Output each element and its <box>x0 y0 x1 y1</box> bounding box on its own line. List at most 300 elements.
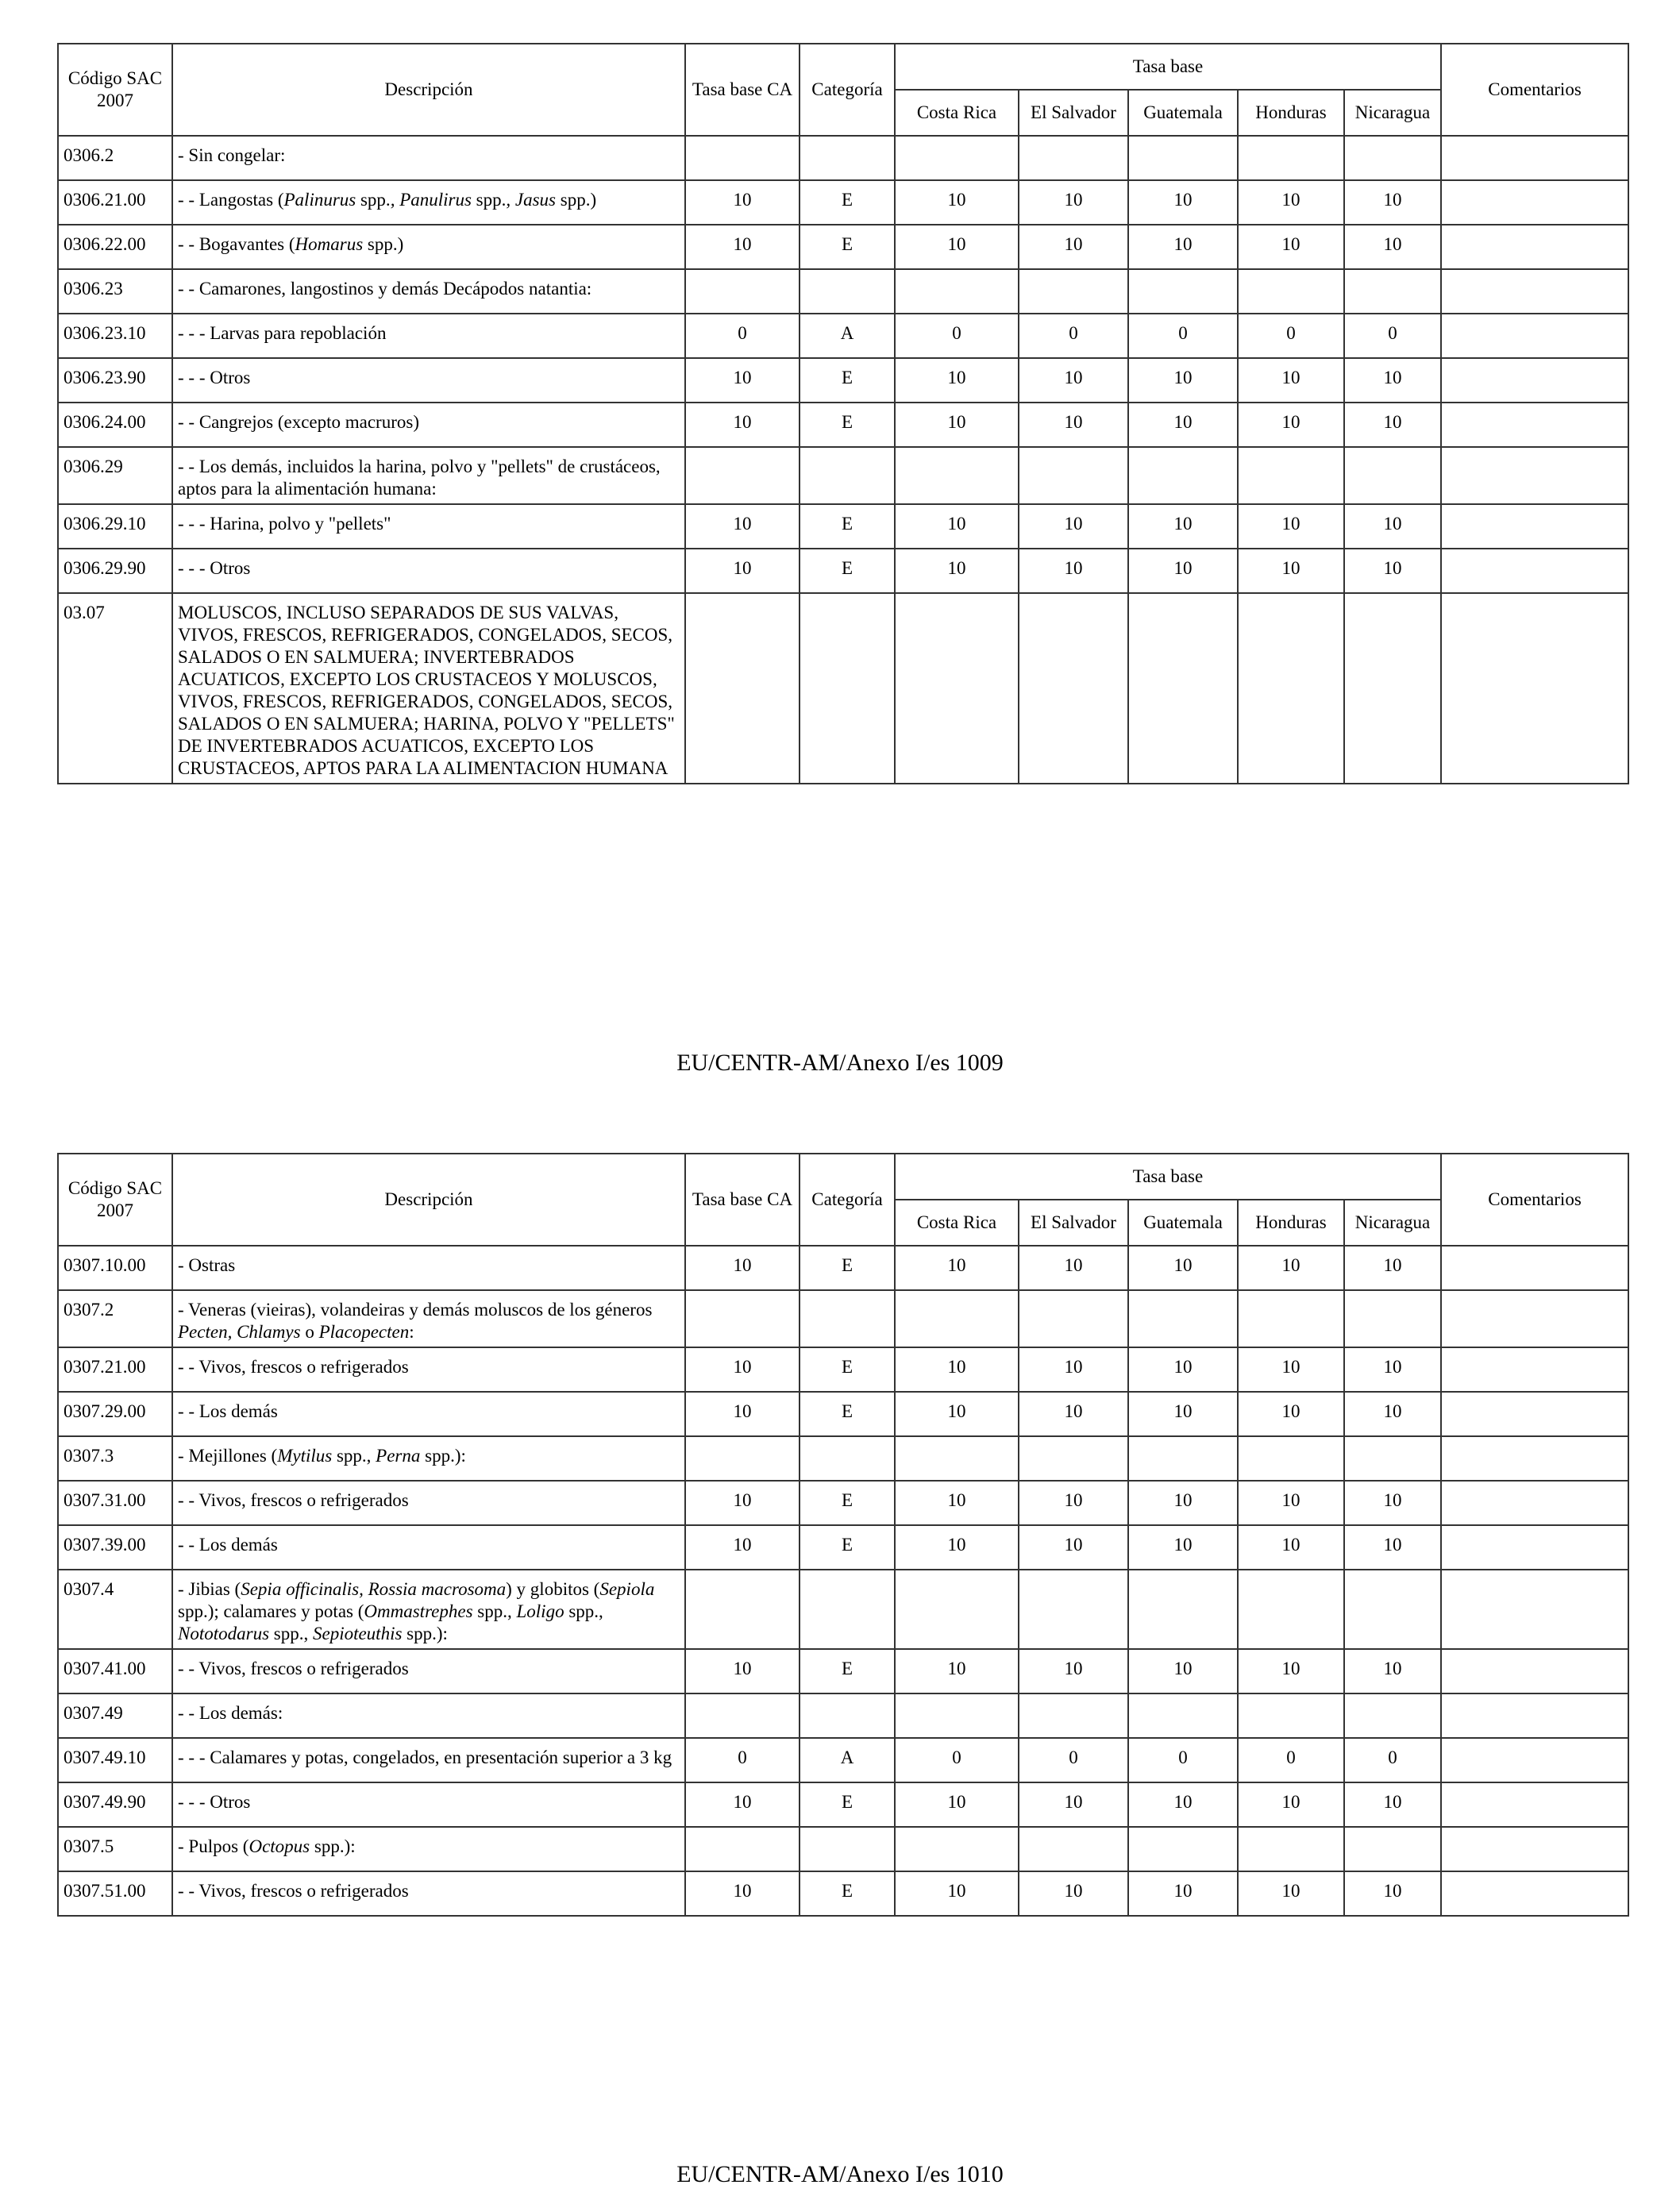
cell-tasa-base-ca: 10 <box>685 403 800 447</box>
cell-tasa-base-ca: 10 <box>685 1525 800 1570</box>
description-segment: - - Los demás, incluidos la harina, polvo y "pellets" de crustáceos, aptos para la alimentación humana: <box>178 457 661 499</box>
cell-costa-rica: 10 <box>895 1782 1019 1827</box>
header-country-honduras: Honduras <box>1238 90 1344 136</box>
cell-codigo: 03.07 <box>58 593 172 784</box>
cell-codigo: 0306.22.00 <box>58 225 172 269</box>
cell-guatemala <box>1128 136 1238 180</box>
cell-comentarios <box>1441 1481 1628 1525</box>
cell-comentarios <box>1441 504 1628 549</box>
cell-el-salvador: 10 <box>1019 504 1128 549</box>
cell-codigo: 0307.49 <box>58 1693 172 1738</box>
description-segment: - - Vivos, frescos o refrigerados <box>178 1357 409 1377</box>
cell-el-salvador <box>1019 447 1128 504</box>
cell-codigo: 0306.29.90 <box>58 549 172 593</box>
header-categoria: Categoría <box>800 1154 895 1246</box>
cell-comentarios <box>1441 1827 1628 1871</box>
cell-descripcion <box>172 136 685 180</box>
cell-guatemala <box>1128 269 1238 314</box>
cell-categoria <box>800 1290 895 1347</box>
table-row <box>58 1782 1628 1827</box>
cell-costa-rica: 10 <box>895 180 1019 225</box>
cell-guatemala <box>1128 1693 1238 1738</box>
cell-codigo: 0307.49.90 <box>58 1782 172 1827</box>
cell-guatemala: 10 <box>1128 1782 1238 1827</box>
header-comentarios: Comentarios <box>1441 44 1628 136</box>
cell-categoria: E <box>800 225 895 269</box>
cell-honduras: 10 <box>1238 504 1344 549</box>
cell-comentarios <box>1441 1392 1628 1436</box>
cell-descripcion <box>172 358 685 403</box>
description-segment: o <box>300 1322 319 1342</box>
table-row <box>58 1436 1628 1481</box>
table-row <box>58 1570 1628 1649</box>
table-row <box>58 358 1628 403</box>
cell-nicaragua <box>1344 1570 1441 1649</box>
cell-el-salvador: 0 <box>1019 314 1128 358</box>
cell-nicaragua: 0 <box>1344 314 1441 358</box>
cell-descripcion <box>172 225 685 269</box>
cell-el-salvador: 10 <box>1019 1246 1128 1290</box>
cell-comentarios <box>1441 136 1628 180</box>
cell-el-salvador <box>1019 593 1128 784</box>
cell-costa-rica <box>895 136 1019 180</box>
description-segment: spp., <box>564 1601 603 1621</box>
cell-codigo: 0306.23.10 <box>58 314 172 358</box>
description-segment: : <box>409 1322 414 1342</box>
cell-honduras <box>1238 593 1344 784</box>
description-segment: - - - Larvas para repoblación <box>178 323 387 343</box>
table-row <box>58 447 1628 504</box>
cell-codigo: 0306.29.10 <box>58 504 172 549</box>
description-segment: spp. <box>471 190 507 210</box>
cell-categoria: E <box>800 403 895 447</box>
header-descripcion: Descripción <box>172 1154 685 1246</box>
cell-descripcion <box>172 1436 685 1481</box>
cell-nicaragua: 10 <box>1344 1525 1441 1570</box>
cell-descripcion <box>172 314 685 358</box>
cell-costa-rica <box>895 1570 1019 1649</box>
cell-comentarios <box>1441 1782 1628 1827</box>
description-segment: - - - Calamares y potas, congelados, en presentación superior a 3 kg <box>178 1747 672 1767</box>
cell-honduras <box>1238 1570 1344 1649</box>
cell-codigo: 0307.5 <box>58 1827 172 1871</box>
cell-guatemala: 0 <box>1128 1738 1238 1782</box>
cell-honduras: 10 <box>1238 403 1344 447</box>
cell-honduras <box>1238 1827 1344 1871</box>
table-row <box>58 314 1628 358</box>
cell-el-salvador <box>1019 1290 1128 1347</box>
page-footer-1: EU/CENTR-AM/Anexo I/es 1009 <box>676 1050 1004 1076</box>
cell-guatemala <box>1128 593 1238 784</box>
cell-tasa-base-ca: 10 <box>685 1481 800 1525</box>
cell-el-salvador <box>1019 1827 1128 1871</box>
page-footer-2: EU/CENTR-AM/Anexo I/es 1010 <box>676 2161 1004 2187</box>
table-body <box>58 136 1628 784</box>
header-country-guatemala: Guatemala <box>1128 90 1238 136</box>
description-segment: spp. <box>356 190 391 210</box>
description-segment: - - Los demás <box>178 1535 278 1555</box>
table-row <box>58 180 1628 225</box>
cell-honduras <box>1238 269 1344 314</box>
description-segment: - Veneras (vieiras), volandeiras y demás moluscos de los géneros <box>178 1300 653 1320</box>
cell-codigo: 0307.10.00 <box>58 1246 172 1290</box>
cell-tasa-base-ca <box>685 593 800 784</box>
header-categoria: Categoría <box>800 44 895 136</box>
cell-comentarios <box>1441 1347 1628 1392</box>
description-segment: ) y globitos ( <box>506 1579 600 1599</box>
cell-guatemala: 10 <box>1128 403 1238 447</box>
table-row <box>58 1738 1628 1782</box>
cell-codigo: 0306.23.90 <box>58 358 172 403</box>
cell-nicaragua: 10 <box>1344 1347 1441 1392</box>
cell-nicaragua <box>1344 1436 1441 1481</box>
cell-tasa-base-ca <box>685 269 800 314</box>
description-segment: spp.) <box>363 234 404 254</box>
header-tasa-base-ca: Tasa base CA <box>685 1154 800 1246</box>
description-segment: Octopus <box>249 1836 310 1856</box>
table-row <box>58 136 1628 180</box>
header-tasa-base: Tasa base <box>895 1154 1441 1200</box>
cell-categoria: E <box>800 504 895 549</box>
cell-guatemala: 10 <box>1128 1481 1238 1525</box>
cell-costa-rica <box>895 1436 1019 1481</box>
cell-costa-rica <box>895 1827 1019 1871</box>
description-segment: - - Langostas ( <box>178 190 284 210</box>
cell-nicaragua: 0 <box>1344 1738 1441 1782</box>
cell-categoria: E <box>800 1649 895 1693</box>
cell-costa-rica: 10 <box>895 403 1019 447</box>
cell-descripcion <box>172 1782 685 1827</box>
cell-costa-rica: 10 <box>895 1246 1019 1290</box>
cell-costa-rica: 10 <box>895 358 1019 403</box>
table-row <box>58 593 1628 784</box>
table-row <box>58 1290 1628 1347</box>
cell-codigo: 0306.2 <box>58 136 172 180</box>
description-segment: Sepiola <box>599 1579 655 1599</box>
description-segment: - - Vivos, frescos o refrigerados <box>178 1659 409 1678</box>
cell-tasa-base-ca <box>685 1827 800 1871</box>
header-country-costa-rica: Costa Rica <box>895 90 1019 136</box>
header-country-nicaragua: Nicaragua <box>1344 90 1441 136</box>
cell-tasa-base-ca: 10 <box>685 504 800 549</box>
cell-guatemala: 10 <box>1128 358 1238 403</box>
header-country-el-salvador: El Salvador <box>1019 90 1128 136</box>
cell-descripcion <box>172 269 685 314</box>
cell-categoria <box>800 1436 895 1481</box>
cell-nicaragua <box>1344 1693 1441 1738</box>
description-segment: Placopecten <box>318 1322 410 1342</box>
description-segment: - - - Harina, polvo y "pellets" <box>178 514 391 534</box>
description-segment: - Ostras <box>178 1255 236 1275</box>
description-segment: Palinurus <box>283 190 356 210</box>
cell-tasa-base-ca <box>685 136 800 180</box>
description-segment: spp.); calamares y potas ( <box>178 1601 364 1621</box>
cell-comentarios <box>1441 1738 1628 1782</box>
cell-nicaragua <box>1344 1827 1441 1871</box>
tariff-table-block-2 <box>57 1153 1628 1917</box>
cell-nicaragua: 10 <box>1344 504 1441 549</box>
cell-guatemala: 10 <box>1128 1649 1238 1693</box>
description-segment: - - Los demás: <box>178 1703 283 1723</box>
cell-honduras: 0 <box>1238 314 1344 358</box>
cell-costa-rica: 10 <box>895 1392 1019 1436</box>
cell-costa-rica: 0 <box>895 314 1019 358</box>
cell-honduras: 10 <box>1238 1246 1344 1290</box>
cell-categoria <box>800 593 895 784</box>
cell-categoria: E <box>800 1347 895 1392</box>
cell-honduras <box>1238 1290 1344 1347</box>
cell-nicaragua: 10 <box>1344 403 1441 447</box>
cell-tasa-base-ca <box>685 1290 800 1347</box>
cell-nicaragua: 10 <box>1344 1782 1441 1827</box>
cell-honduras: 10 <box>1238 1347 1344 1392</box>
description-segment: spp., <box>332 1446 376 1466</box>
cell-nicaragua <box>1344 593 1441 784</box>
cell-comentarios <box>1441 1525 1628 1570</box>
table-row <box>58 1246 1628 1290</box>
table-row <box>58 1347 1628 1392</box>
cell-tasa-base-ca: 0 <box>685 314 800 358</box>
header-country-el-salvador: El Salvador <box>1019 1200 1128 1246</box>
table-row <box>58 403 1628 447</box>
cell-el-salvador: 10 <box>1019 1347 1128 1392</box>
cell-codigo: 0306.23 <box>58 269 172 314</box>
cell-descripcion <box>172 1347 685 1392</box>
cell-codigo: 0307.3 <box>58 1436 172 1481</box>
cell-comentarios <box>1441 593 1628 784</box>
cell-codigo: 0306.21.00 <box>58 180 172 225</box>
header-codigo: Código SAC 2007 <box>58 44 172 136</box>
cell-guatemala <box>1128 1570 1238 1649</box>
cell-categoria <box>800 1570 895 1649</box>
cell-nicaragua: 10 <box>1344 180 1441 225</box>
cell-nicaragua: 10 <box>1344 549 1441 593</box>
cell-nicaragua: 10 <box>1344 1246 1441 1290</box>
table-row <box>58 269 1628 314</box>
description-segment: Mytilus <box>277 1446 333 1466</box>
cell-tasa-base-ca: 10 <box>685 1871 800 1916</box>
cell-el-salvador: 10 <box>1019 549 1128 593</box>
cell-descripcion <box>172 1525 685 1570</box>
cell-el-salvador: 10 <box>1019 1782 1128 1827</box>
cell-comentarios <box>1441 269 1628 314</box>
cell-honduras: 10 <box>1238 1649 1344 1693</box>
cell-costa-rica: 10 <box>895 1481 1019 1525</box>
table-row <box>58 1827 1628 1871</box>
description-segment: Perna <box>376 1446 421 1466</box>
cell-tasa-base-ca: 10 <box>685 1246 800 1290</box>
description-segment: Pecten, Chlamys <box>178 1322 301 1342</box>
cell-nicaragua <box>1344 447 1441 504</box>
cell-comentarios <box>1441 1693 1628 1738</box>
cell-el-salvador: 10 <box>1019 1871 1128 1916</box>
table-row <box>58 225 1628 269</box>
cell-el-salvador <box>1019 136 1128 180</box>
cell-categoria: E <box>800 358 895 403</box>
cell-descripcion <box>172 1570 685 1649</box>
description-segment: spp.): <box>402 1624 448 1643</box>
description-segment: - - - Otros <box>178 558 251 578</box>
description-segment: - Mejillones ( <box>178 1446 278 1466</box>
cell-descripcion <box>172 549 685 593</box>
cell-nicaragua: 10 <box>1344 358 1441 403</box>
cell-el-salvador: 10 <box>1019 1392 1128 1436</box>
description-segment: Homarus <box>295 234 364 254</box>
cell-honduras: 10 <box>1238 1871 1344 1916</box>
cell-categoria <box>800 269 895 314</box>
cell-categoria: E <box>800 1782 895 1827</box>
cell-el-salvador: 10 <box>1019 1525 1128 1570</box>
cell-codigo: 0307.4 <box>58 1570 172 1649</box>
cell-guatemala: 10 <box>1128 549 1238 593</box>
header-country-honduras: Honduras <box>1238 1200 1344 1246</box>
description-segment: Ommastrephes <box>364 1601 473 1621</box>
header-comentarios: Comentarios <box>1441 1154 1628 1246</box>
cell-codigo: 0307.41.00 <box>58 1649 172 1693</box>
cell-descripcion <box>172 1481 685 1525</box>
description-segment: Nototodarus <box>178 1624 270 1643</box>
cell-nicaragua <box>1344 1290 1441 1347</box>
cell-comentarios <box>1441 358 1628 403</box>
cell-categoria: A <box>800 314 895 358</box>
header-tasa-base-ca: Tasa base CA <box>685 44 800 136</box>
cell-tasa-base-ca: 10 <box>685 1782 800 1827</box>
cell-honduras <box>1238 447 1344 504</box>
cell-tasa-base-ca <box>685 447 800 504</box>
cell-honduras: 10 <box>1238 225 1344 269</box>
cell-categoria: E <box>800 1392 895 1436</box>
cell-el-salvador: 10 <box>1019 1649 1128 1693</box>
header-codigo: Código SAC 2007 <box>58 1154 172 1246</box>
cell-honduras: 10 <box>1238 1782 1344 1827</box>
cell-comentarios <box>1441 1246 1628 1290</box>
description-segment: - - Camarones, langostinos y demás Decápodos natantia: <box>178 279 592 299</box>
cell-descripcion <box>172 1871 685 1916</box>
cell-costa-rica <box>895 1693 1019 1738</box>
cell-costa-rica: 10 <box>895 1525 1019 1570</box>
cell-el-salvador: 10 <box>1019 225 1128 269</box>
cell-guatemala: 10 <box>1128 180 1238 225</box>
cell-tasa-base-ca: 10 <box>685 180 800 225</box>
cell-descripcion <box>172 1246 685 1290</box>
cell-categoria: E <box>800 1481 895 1525</box>
cell-el-salvador <box>1019 1570 1128 1649</box>
cell-guatemala: 10 <box>1128 504 1238 549</box>
cell-honduras: 10 <box>1238 549 1344 593</box>
table-row <box>58 1392 1628 1436</box>
cell-tasa-base-ca <box>685 1693 800 1738</box>
cell-honduras <box>1238 1693 1344 1738</box>
cell-categoria: E <box>800 1871 895 1916</box>
cell-honduras: 10 <box>1238 358 1344 403</box>
cell-costa-rica: 10 <box>895 1347 1019 1392</box>
cell-nicaragua: 10 <box>1344 225 1441 269</box>
cell-comentarios <box>1441 314 1628 358</box>
cell-honduras <box>1238 1436 1344 1481</box>
cell-honduras <box>1238 136 1344 180</box>
description-segment: - - - Otros <box>178 1792 251 1812</box>
cell-categoria <box>800 447 895 504</box>
cell-codigo: 0307.2 <box>58 1290 172 1347</box>
cell-comentarios <box>1441 225 1628 269</box>
cell-honduras: 10 <box>1238 1392 1344 1436</box>
cell-codigo: 0307.49.10 <box>58 1738 172 1782</box>
cell-codigo: 0307.31.00 <box>58 1481 172 1525</box>
cell-nicaragua: 10 <box>1344 1481 1441 1525</box>
description-segment: - Jibias ( <box>178 1579 241 1599</box>
table-row <box>58 1525 1628 1570</box>
cell-guatemala <box>1128 447 1238 504</box>
cell-costa-rica <box>895 269 1019 314</box>
cell-guatemala <box>1128 1436 1238 1481</box>
tariff-table <box>57 1153 1629 1917</box>
cell-descripcion <box>172 1738 685 1782</box>
cell-codigo: 0306.29 <box>58 447 172 504</box>
cell-tasa-base-ca <box>685 1570 800 1649</box>
cell-tasa-base-ca: 10 <box>685 549 800 593</box>
description-segment: Sepia officinalis, Rossia macrosoma <box>241 1579 507 1599</box>
cell-costa-rica: 10 <box>895 1871 1019 1916</box>
cell-costa-rica: 10 <box>895 1649 1019 1693</box>
header-country-nicaragua: Nicaragua <box>1344 1200 1441 1246</box>
cell-nicaragua <box>1344 136 1441 180</box>
tariff-table-block-1 <box>57 43 1628 784</box>
cell-el-salvador: 10 <box>1019 1481 1128 1525</box>
cell-categoria <box>800 136 895 180</box>
cell-honduras: 10 <box>1238 180 1344 225</box>
cell-descripcion <box>172 403 685 447</box>
cell-comentarios <box>1441 549 1628 593</box>
cell-descripcion <box>172 180 685 225</box>
description-segment: - - Vivos, frescos o refrigerados <box>178 1881 409 1901</box>
cell-guatemala: 10 <box>1128 1347 1238 1392</box>
description-segment: - - - Otros <box>178 368 251 387</box>
cell-tasa-base-ca: 10 <box>685 1347 800 1392</box>
table-row <box>58 1649 1628 1693</box>
cell-descripcion <box>172 1392 685 1436</box>
table-body <box>58 1246 1628 1916</box>
table-row <box>58 1693 1628 1738</box>
cell-guatemala: 10 <box>1128 1871 1238 1916</box>
cell-codigo: 0306.24.00 <box>58 403 172 447</box>
table-row <box>58 549 1628 593</box>
cell-costa-rica: 10 <box>895 225 1019 269</box>
description-segment: - Sin congelar: <box>178 145 286 165</box>
cell-el-salvador <box>1019 1436 1128 1481</box>
description-segment: - - Cangrejos (excepto macruros) <box>178 412 419 432</box>
cell-comentarios <box>1441 447 1628 504</box>
cell-descripcion <box>172 447 685 504</box>
cell-guatemala: 10 <box>1128 1525 1238 1570</box>
cell-categoria: A <box>800 1738 895 1782</box>
cell-categoria <box>800 1827 895 1871</box>
header-descripcion: Descripción <box>172 44 685 136</box>
cell-costa-rica <box>895 593 1019 784</box>
table-row <box>58 1871 1628 1916</box>
cell-categoria: E <box>800 180 895 225</box>
cell-tasa-base-ca: 10 <box>685 358 800 403</box>
cell-comentarios <box>1441 180 1628 225</box>
description-segment: spp., <box>472 1601 517 1621</box>
cell-el-salvador <box>1019 269 1128 314</box>
cell-categoria: E <box>800 1246 895 1290</box>
cell-costa-rica <box>895 1290 1019 1347</box>
description-segment: Loligo <box>516 1601 564 1621</box>
cell-comentarios <box>1441 403 1628 447</box>
description-segment: MOLUSCOS, INCLUSO SEPARADOS DE SUS VALVAS, VIVOS, FRESCOS, REFRIGERADOS, CONGELADOS, SECOS, SALADOS O EN SALMUERA; INVERTEBRADOS ACUATICOS, EXCEPTO LOS CRUSTACEOS Y MOLUSCOS, VIVOS, FRESCOS, REFRIGERADOS, CONGELADOS, SECOS, SALADOS O EN SALMUERA; HARINA, POLVO Y "PELLETS" DE INVERTEBRADOS ACUATICOS, EXCEPTO LOS CRUSTACEOS, APTOS PARA LA ALIMENTACION HUMANA <box>178 603 675 778</box>
cell-el-salvador: 10 <box>1019 358 1128 403</box>
cell-guatemala: 10 <box>1128 1392 1238 1436</box>
